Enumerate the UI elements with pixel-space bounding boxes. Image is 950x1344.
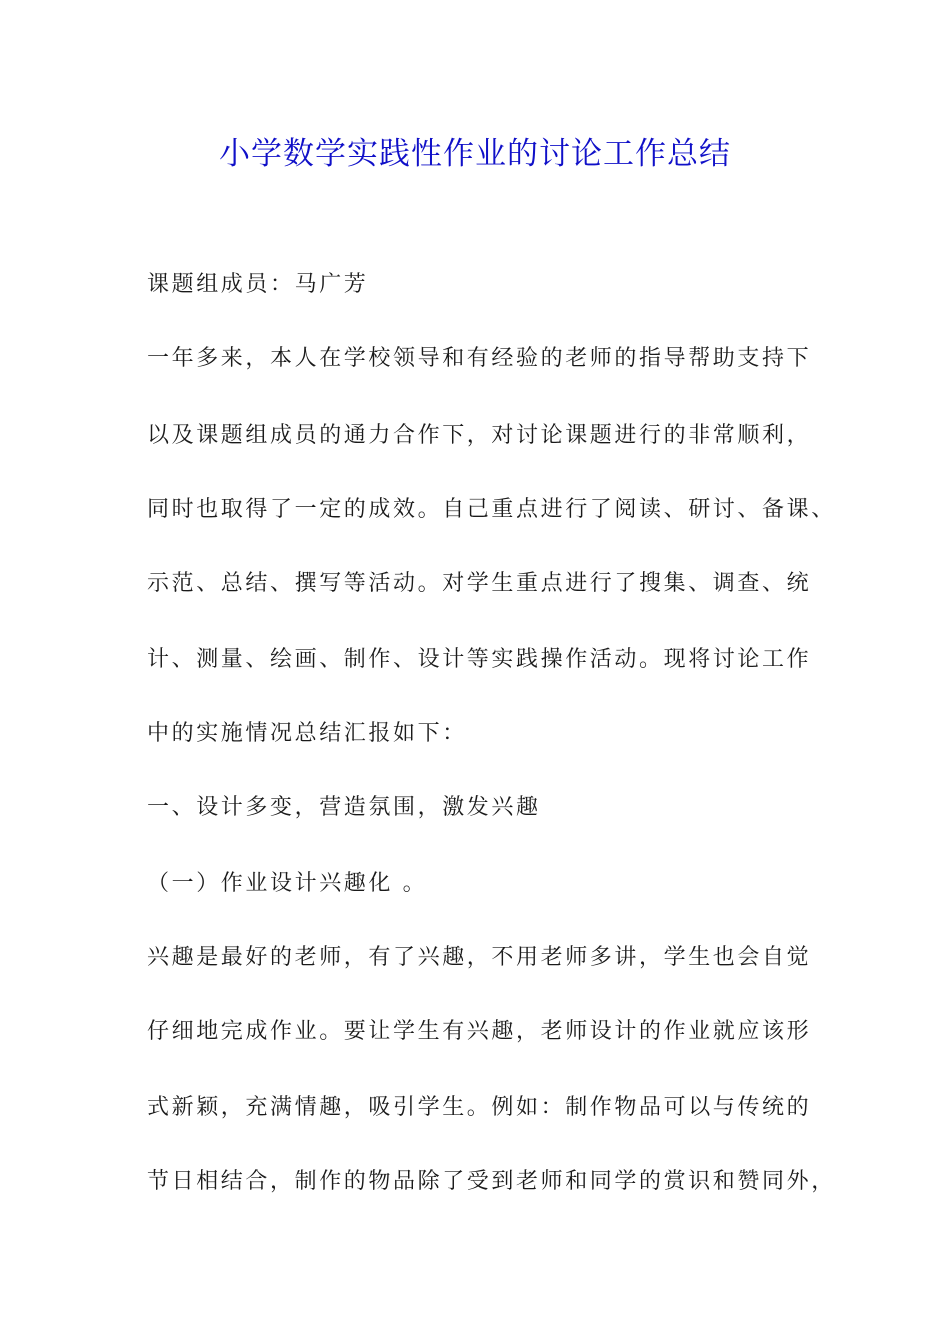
paragraph-line: 式新颖，充满情趣，吸引学生。例如：制作物品可以与传统的 <box>147 1095 812 1120</box>
paragraph-line: 以及课题组成员的通力合作下，对讨论课题进行的非常顺利， <box>147 423 812 448</box>
paragraph-line: 仔细地完成作业。要让学生有兴趣，老师设计的作业就应该形 <box>147 1019 812 1044</box>
paragraph-line: 计、测量、绘画、制作、设计等实践操作活动。现将讨论工作 <box>147 647 812 672</box>
paragraph-line: 中的实施情况总结汇报如下： <box>147 721 467 746</box>
paragraph-line: 同时也取得了一定的成效。自己重点进行了阅读、研讨、备课、 <box>147 497 836 522</box>
section-heading: 一、设计多变，营造氛围，激发兴趣 <box>147 795 541 820</box>
document-title: 小学数学实践性作业的讨论工作总结 <box>219 136 731 172</box>
paragraph-line: 示范、总结、撰写等活动。对学生重点进行了搜集、调查、统 <box>147 571 812 596</box>
author-line: 课题组成员：马广芳 <box>147 272 369 297</box>
paragraph-line: 节日相结合，制作的物品除了受到老师和同学的赏识和赞同外， <box>147 1169 836 1194</box>
paragraph-line: 兴趣是最好的老师，有了兴趣，不用老师多讲，学生也会自觉 <box>147 945 812 970</box>
paragraph-line: 一年多来，本人在学校领导和有经验的老师的指导帮助支持下 <box>147 346 812 371</box>
subsection-heading: （一）作业设计兴趣化 。 <box>147 871 428 896</box>
